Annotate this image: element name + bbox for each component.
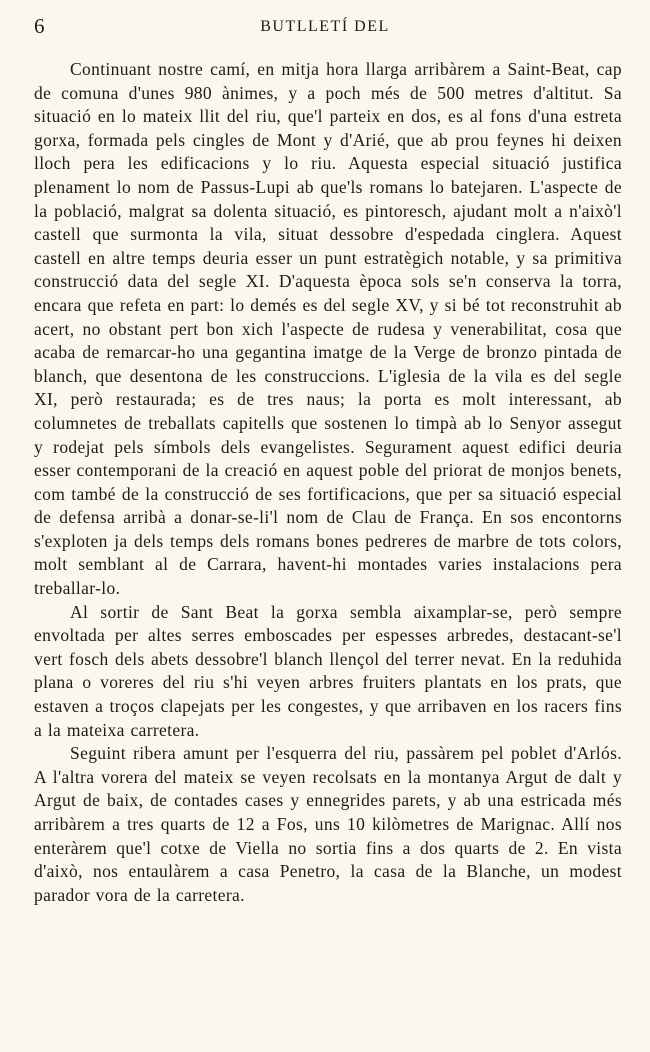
page-number: 6 bbox=[34, 14, 45, 38]
paragraph-3: Seguint ribera amunt per l'esquerra del riu, passàrem pel poblet d'Arlós. A l'altra vorera del mateix se veyen recolsats en la montanya Argut de dalt y Argut de baix, de contades cases y ennegrides parets, y ab una estricada més arribàrem a tres quarts de 12 a Fos, uns 10 kilòmetres de Marignac. Allí nos enteràrem que'l cotxe de Viella no sortia fins a dos quarts de 2. En vista d'això, nos entaulàrem a casa Penetro, la casa de la Blanche, un modest parador vora de la carretera. bbox=[34, 743, 622, 905]
page-header bbox=[30, 12, 620, 40]
paragraph-2: Al sortir de Sant Beat la gorxa sembla aixamplar-se, però sempre envoltada per altes serres emboscades per espesses arbredes, destacant-se'l vert fosch dels abets dessobre'l blanch llençol del terrer nevat. En la reduhida plana o voreres del riu s'hi veyen arbres fruiters plantats en los prats, que estaven a troços clapejats per les congestes, y que arribaven en los racers fins a la mateixa carretera. bbox=[34, 601, 622, 740]
running-head: BUTLLETÍ DEL bbox=[260, 18, 390, 35]
body-text bbox=[34, 58, 622, 907]
paragraph-1: Continuant nostre camí, en mitja hora llarga arribàrem a Saint-Beat, cap de comuna d'unes 980 ànimes, y a poch més de 500 metres d'altitut. Sa situació en lo mateix llit del riu, que'l parteix en dos, es al fons d'una estreta gorxa, formada pels cingles de Mont y d'Arié, que ab prou feynes hi deixen lloch pera les edificacions y lo riu. Aquesta especial situació justifica plenament lo nom de Passus-Lupi ab que'ls romans lo batejaren. L'aspecte de la població, malgrat sa dolenta situació, es pintoresch, ajudant molt a n'això'l castell que surmonta la vila, situat dessobre d'espedada cinglera. Aquest castell en altre temps deuria esser un punt estratègich notable, y sa primitiva construcció data del segle XI. D'aquesta època sols se'n conserva la torra, encara que refeta en part: lo demés es del segle XV, y si bé tot reconstruhit ab acert, no obstant pert bon xich l'aspecte de rudesa y venerabilitat, cosa que acaba de remarcar-ho una gegantina imatge de la Verge de bronzo pintada de blanch, que desentona de les construccions. L'iglesia de la vila es del segle XI, però restaurada; es de tres naus; la porta es molt interessant, ab columnetes de treballats capitells que sostenen lo timpà ab lo Senyor assegut y rodejat pels símbols dels evangelistes. Segurament aquest edifici deuria esser contemporani de la creació en aquest poble del priorat de monjos benets, com també de la construcció de ses fortificacions, que per sa situació especial de defensa arribà a donar-se-li'l nom de Clau de França. En sos encontorns s'exploten ja dels temps dels romans bones pedreres de marbre de tots colors, molt semblant al de Carrara, havent-hi montades varies instalacions pera treballar-lo. bbox=[34, 59, 622, 599]
